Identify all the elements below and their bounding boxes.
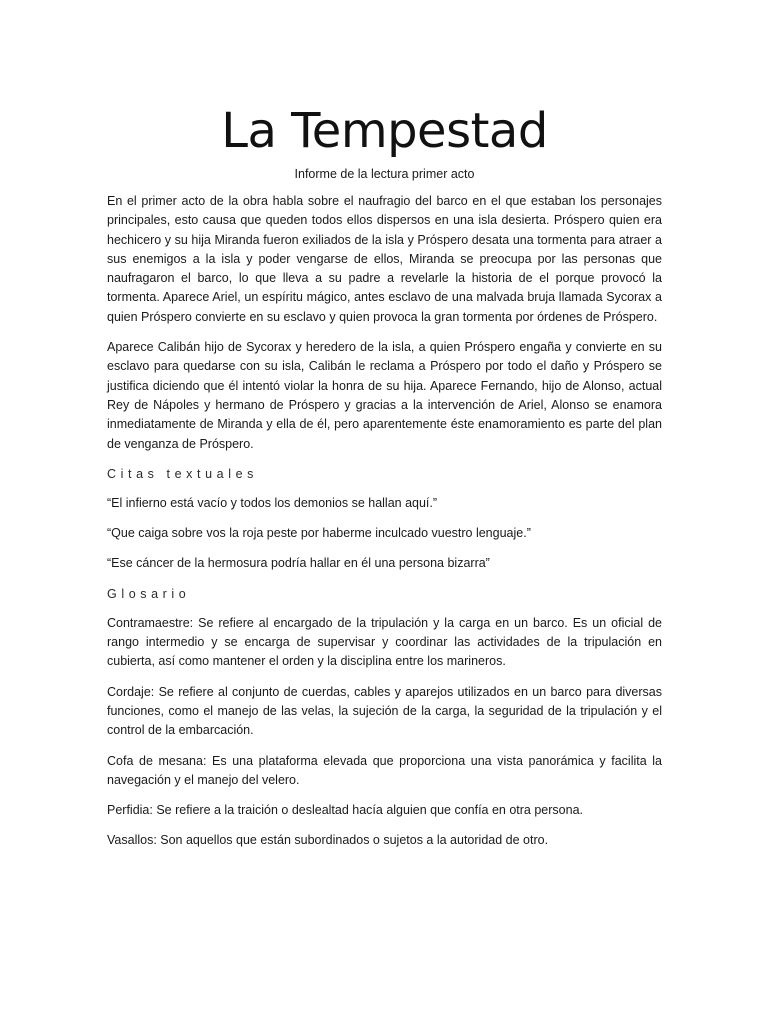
glossary-entry: Cordaje: Se refiere al conjunto de cuerdas, cables y aparejos utilizados en un barco para diversas funciones, como el manejo de las velas, la sujeción de la carga, la seguridad de la tripulación y el control de la embarcación.	[107, 684, 662, 738]
glossary-heading: Glosario	[107, 586, 191, 601]
quote-item: “El infierno está vacío y todos los demonios se hallan aquí.”	[107, 495, 438, 510]
glossary-entry: Perfidia: Se refiere a la traición o deslealtad hacía alguien que confía en otra persona.	[107, 803, 584, 818]
glossary-entry: Contramaestre: Se refiere al encargado de la tripulación y la carga en un barco. Es un oficial de rango intermedio y se encarga de supervisar y coordinar las actividades de la tripulación en cubierta, así como mantener el orden y la disciplina entre los marineros.	[107, 615, 662, 669]
summary-paragraph: Aparece Calibán hijo de Sycorax y heredero de la isla, a quien Próspero engaña y convierte en su esclavo para quedarse con su isla, Calibán le reclama a Próspero por todo el daño y Próspero se justifica diciendo que él intentó violar la honra de su hija. Aparece Fernando, hijo de Alonso, actual Rey de Nápoles y hermano de Próspero y gracias a la intervención de Ariel, Alonso se enamora inmediatamente de Miranda y ella de él, pero aparentemente éste enamoramiento es parte del plan de venganza de Próspero.	[107, 340, 662, 451]
document-body	[107, 98, 662, 862]
glossary-entry: Cofa de mesana: Es una plataforma elevada que proporciona una vista panorámica y facilita la navegación y el manejo del velero.	[107, 753, 662, 787]
glossary-entry: Vasallos: Son aquellos que están subordinados o sujetos a la autoridad de otro.	[107, 833, 549, 848]
document-title: La Tempestad	[221, 103, 548, 159]
quote-item: “Ese cáncer de la hermosura podría hallar en él una persona bizarra”	[107, 556, 490, 571]
summary-paragraph: En el primer acto de la obra habla sobre el naufragio del barco en el que estaban los personajes principales, esto causa que queden todos ellos dispersos en una isla desierta. Próspero quien era hechicero y su hija Miranda fueron exiliados de la isla y Próspero desata una tormenta para atraer a sus enemigos a la isla y poder vengarse de ellos, Miranda se preocupa por las personas que naufragaron el barco, lo que lleva a su padre a revelarle la historia de el porque provocó la tormenta. Aparece Ariel, un espíritu mágico, antes esclavo de una malvada bruja llamada Sycorax a quien Próspero convierte en su esclavo y quien provoca la gran tormenta por órdenes de Próspero.	[107, 194, 662, 324]
quote-item: “Que caiga sobre vos la roja peste por haberme inculcado vuestro lenguaje.”	[107, 526, 531, 541]
document-subtitle: Informe de la lectura primer acto	[294, 167, 475, 181]
quotes-heading: Citas textuales	[107, 466, 258, 481]
